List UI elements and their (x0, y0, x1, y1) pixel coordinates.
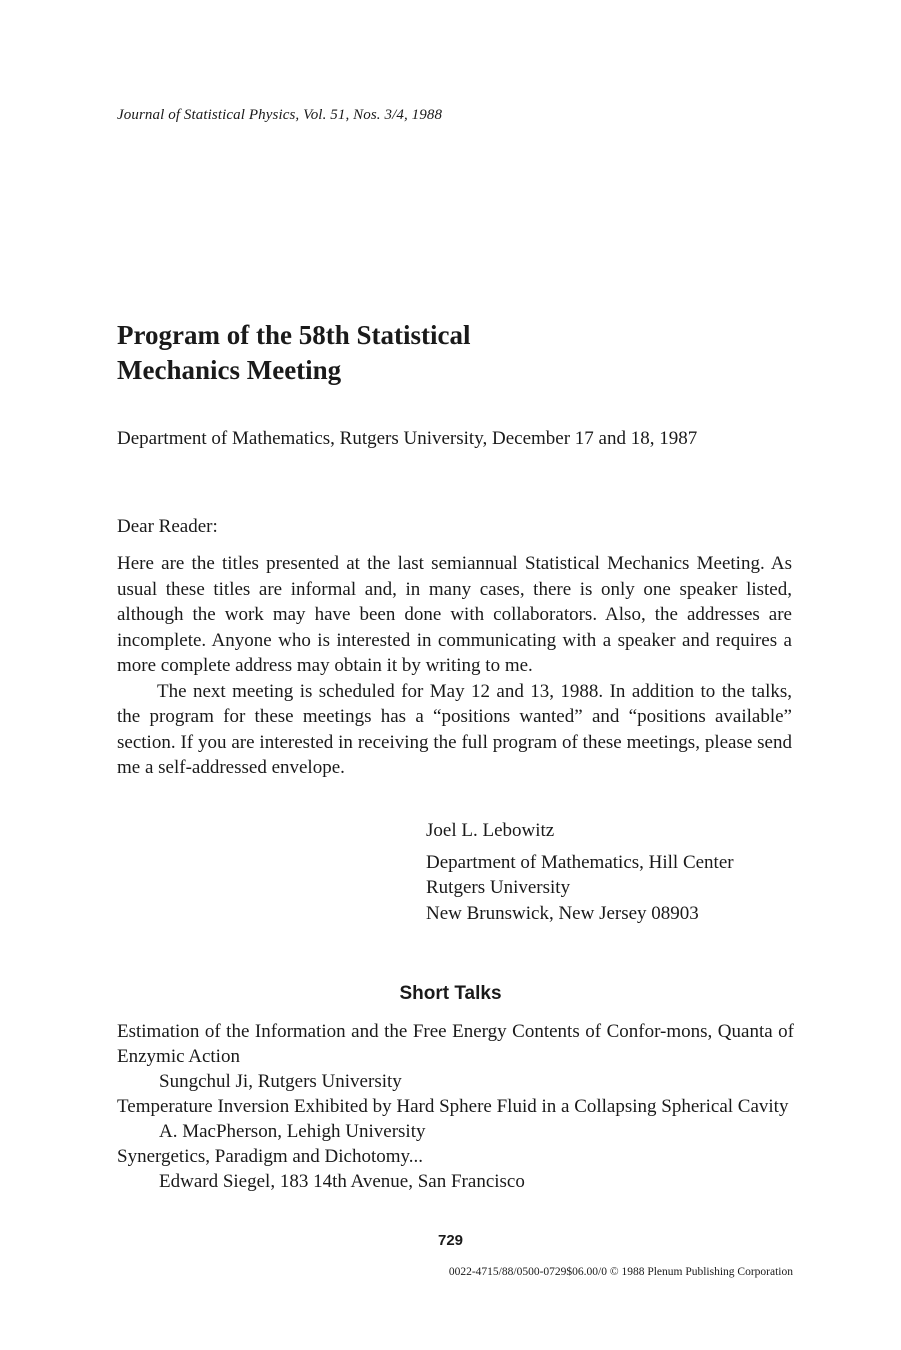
talk-speaker: Sungchul Ji, Rutgers University (159, 1071, 402, 1092)
article-title-line-2: Mechanics Meeting (117, 355, 342, 385)
article-title (117, 318, 470, 388)
article-title-line-1: Program of the 58th Statistical (117, 320, 471, 350)
talk-speaker: Edward Siegel, 183 14th Avenue, San Francisco (159, 1171, 525, 1192)
talk-title: Estimation of the Information and the Free Energy Contents of Confor-mons, Quanta of Enzymic Action (117, 1021, 794, 1067)
signature-block (426, 818, 734, 926)
talk-speaker: A. MacPherson, Lehigh University (159, 1121, 426, 1142)
journal-citation: Journal of Statistical Physics, Vol. 51, Nos. 3/4, 1988 (117, 107, 443, 123)
signature-name: Joel L. Lebowitz (426, 820, 555, 841)
intro-paragraph-1: Here are the titles presented at the last semiannual Statistical Mechanics Meeting. As usual these titles are informal and, in many cases, there is only one speaker listed, although the work may have been done with collaborators. Also, the addresses are incomplete. Anyone who is interested in communicating with a speaker and requires a more complete address may obtain it by writing to me. (117, 553, 792, 676)
signature-address-line-3: New Brunswick, New Jersey 08903 (426, 902, 699, 924)
talk-item (117, 1019, 794, 1094)
department-line: Department of Mathematics, Rutgers University, December 17 and 18, 1987 (117, 428, 698, 449)
copyright-footer: 0022-4715/88/0500-0729$06.00/0 © 1988 Plenum Publishing Corporation (448, 1266, 793, 1278)
section-heading-short-talks: Short Talks (399, 983, 502, 1004)
talk-item (117, 1094, 794, 1144)
talks-list (117, 1019, 794, 1194)
talk-item (117, 1144, 794, 1194)
talk-title: Temperature Inversion Exhibited by Hard Sphere Fluid in a Collapsing Spherical Cavity (117, 1096, 789, 1117)
talk-title: Synergetics, Paradigm and Dichotomy... (117, 1146, 424, 1167)
intro-paragraph-2: The next meeting is scheduled for May 12 and 13, 1988. In addition to the talks, the program for these meetings has a “positions wanted” and “positions available” section. If you are interested in receiving the full program of these meetings, please send me a self-addressed envelope. (117, 680, 792, 778)
salutation: Dear Reader: (117, 516, 218, 537)
intro-text (117, 551, 792, 781)
signature-address-line-1: Department of Mathematics, Hill Center (426, 851, 734, 873)
signature-address-line-2: Rutgers University (426, 877, 571, 898)
page-number: 729 (437, 1232, 464, 1249)
